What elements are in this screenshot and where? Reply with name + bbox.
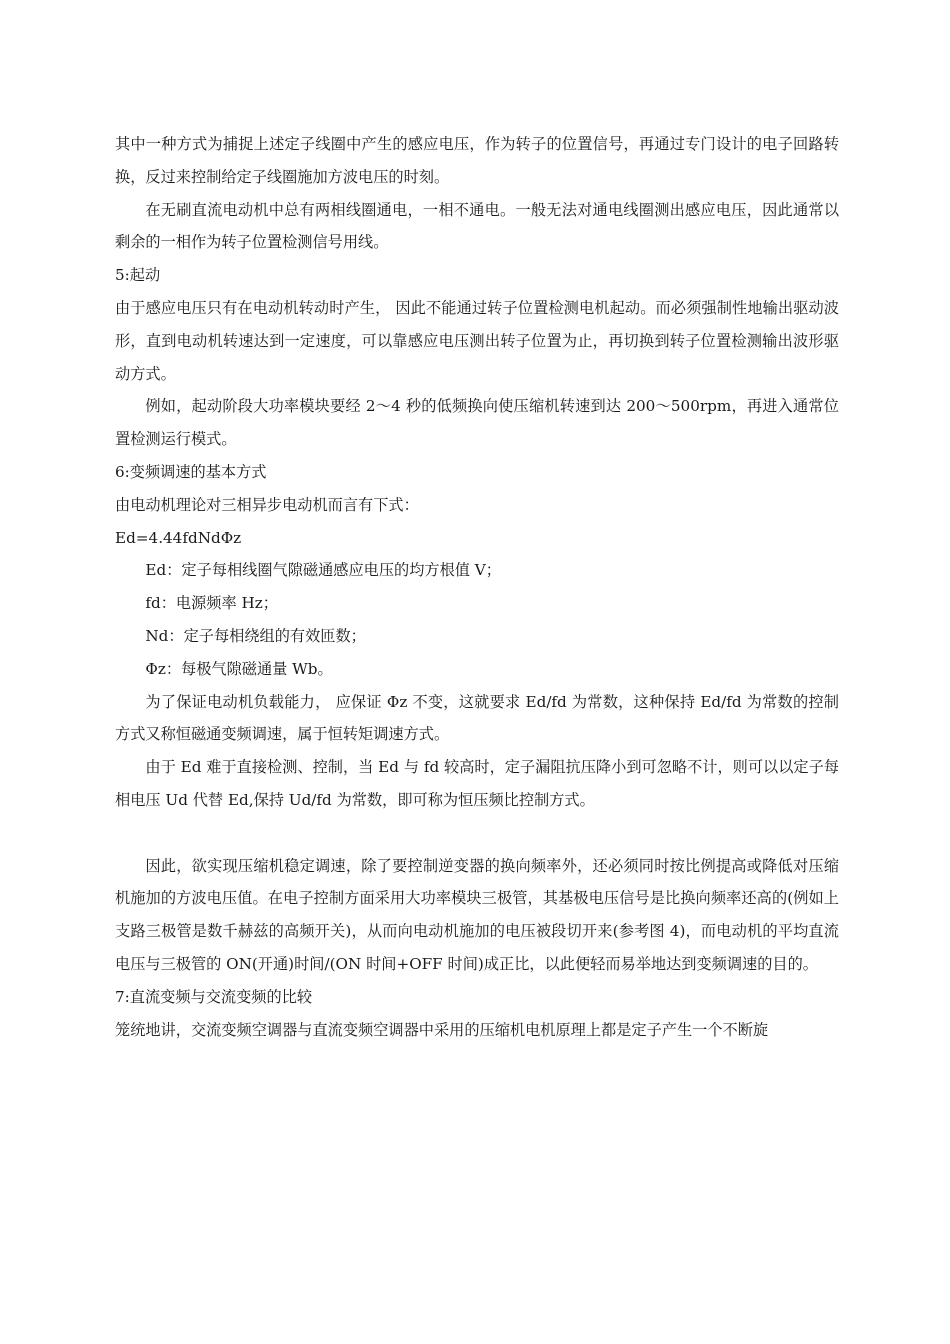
paragraph-motor-theory: 由电动机理论对三相异步电动机而言有下式： <box>115 495 419 514</box>
definition-ed: Ed：定子每相线圈气隙磁通感应电压的均方根值 V； <box>145 561 501 580</box>
paragraph-two-phase-conduction: 在无刷直流电动机中总有两相线圈通电，一相不通电。一般无法对通电线圈测出感应电压，因此通常以剩余的一相作为转子位置检测信号用线。 <box>115 200 839 252</box>
definition-phiz: Φz：每极气隙磁通量 Wb。 <box>145 659 333 678</box>
paragraph-startup-explanation: 由于感应电压只有在电动机转动时产生， 因此不能通过转子位置检测电机起动。而必须强制性地输出驱动波形，直到电动机转速达到一定速度，可以靠感应电压测出转子位置为止，再切换到转子位置检测输出波形驱动方式。 <box>115 298 839 383</box>
paragraph-constant-flux: 为了保证电动机负载能力， 应保证 Φz 不变，这就要求 Ed/fd 为常数，这种保持 Ed/fd 为常数的控制方式又称恒磁通变频调速，属于恒转矩调速方式。 <box>115 692 839 744</box>
paragraph-sensing-method: 其中一种方式为捕捉上述定子线圈中产生的感应电压，作为转子的位置信号，再通过专门设计的电子回路转换，反过来控制给定子线圈施加方波电压的时刻。 <box>115 135 839 186</box>
paragraph-constant-vf: 由于 Ed 难于直接检测、控制，当 Ed 与 fd 较高时，定子漏阻抗压降小到可忽略不计，则可以以定子每相电压 Ud 代替 Ed,保持 Ud/fd 为常数，即可称为恒压频比控制方式。 <box>115 758 839 809</box>
definition-fd: fd：电源频率 Hz； <box>145 594 278 613</box>
paragraph-startup-example: 例如，起动阶段大功率模块要经 2～4 秒的低频换向使压缩机转速到达 200～500rpm，再进入通常位置检测运行模式。 <box>115 397 839 449</box>
section-heading-speed-control: 6:变频调速的基本方式 <box>115 462 267 481</box>
section-heading-dc-vs-ac: 7:直流变频与交流变频的比较 <box>115 987 313 1006</box>
formula-ed: Ed=4.44fdNdΦz <box>115 528 242 547</box>
document-page <box>115 128 839 1046</box>
paragraph-dc-vs-ac-intro: 笼统地讲，交流变频空调器与直流变频空调器中采用的压缩机电机原理上都是定子产生一个不断旋 <box>115 1020 769 1039</box>
section-heading-startup: 5:起动 <box>115 266 161 285</box>
paragraph-pwm-control: 因此，欲实现压缩机稳定调速，除了要控制逆变器的换向频率外，还必须同时按比例提高或降低对压缩机施加的方波电压值。在电子控制方面采用大功率模块三极管，其基极电压信号是比换向频率还高的(例如上支路三极管是数千赫兹的高频开关)，从而向电动机施加的电压被段切开来(参考图 4)，而电动机的平均直流电压与三极管的 ON(开通)时间/(ON 时间+OFF 时间)成正比，以此便轻而易举地达到变频调速的目的。 <box>115 856 839 973</box>
definition-nd: Nd：定子每相绕组的有效匝数； <box>145 626 366 645</box>
